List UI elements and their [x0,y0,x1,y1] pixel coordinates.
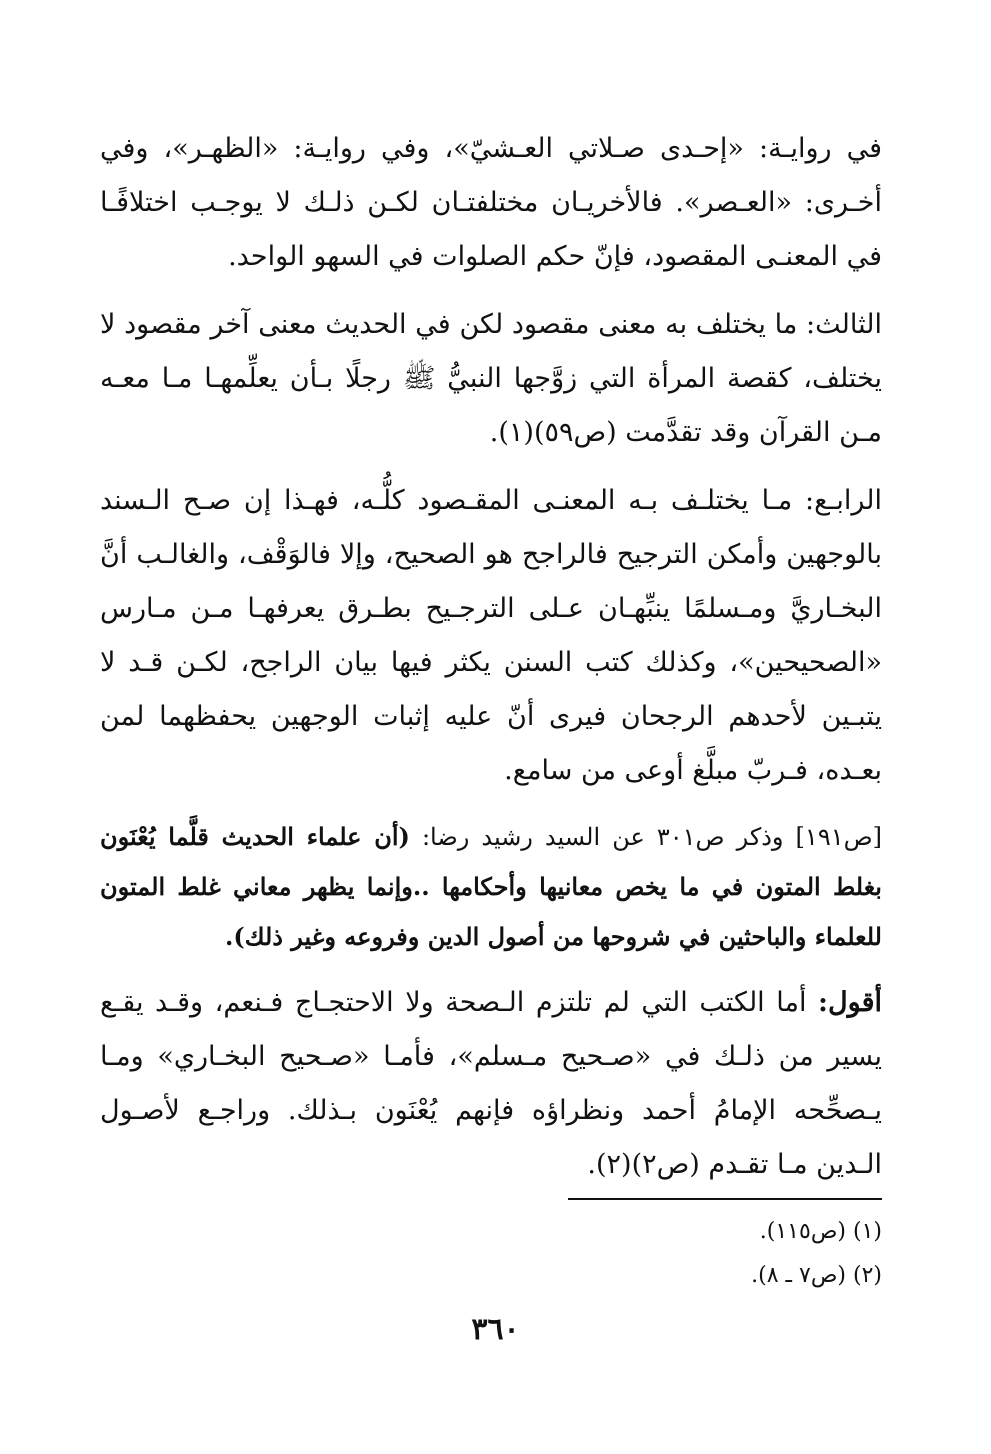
main-text [100,122,882,1192]
quote-text: (أن علماء الحديث قلَّما يُعْنَون بغلط المتون في ما يخص معانيها وأحكامها ..وإنما يظهر معاني غلط المتون للعلماء والباحثين في شروحها من أصول الدين وفروعه وغير ذلك). [100,822,882,951]
paragraph-2: الثالث: ما يختلف به معنى مقصود لكن في الحديث معنى آخر مقصود لا يختلف، كقصة المرأة التي زوَّجها النبيُّ ﷺ رجلًا بـأن يعلِّمهـا مـا معـه مـن القرآن وقد تقدَّمت (ص٥٩)(١). [100,309,882,448]
aqulu-label: أقول: [818,987,882,1018]
page-number: ٣٦٠ [471,1312,520,1347]
paragraph-1: في روايـة: «إحـدى صـلاتي العـشيّ»، وفي روايـة: «الظهـر»، وفي أخـرى: «العـصر». فالأخريـان مختلفتـان لكـن ذلـك لا يوجـب اختلافًـا في المعنـى المقصود، فإنّ حكم الصلوات في السهو الواحد. [100,133,882,272]
quote-reference: [ص١٩١] وذكر ص٣٠١ عن السيد رشيد رضا: [409,823,882,851]
footnote-2: (٢) (ص٧ ـ ٨). [751,1263,882,1288]
footnotes [100,1210,882,1298]
footnote-separator [568,1198,882,1200]
paragraph-3: الرابـع: مـا يختلـف بـه المعنـى المقـصود كلُّـه، فهـذا إن صـح الـسند بالوجهين وأمكن الترجيح فالراجح هو الصحيح، وإلا فالوَقْف، والغالـب أنَّ البخـاريَّ ومـسلمًا ينبِّهـان عـلى الترجـيح بطـرق يعرفهـا مـن مـارس «الصحيحين»، وكذلك كتب السنن يكثر فيها بيان الراجح، لكـن قـد لا يتبـين لأحدهم الرجحان فيرى أنّ عليه إثبات الوجهين يحفظهما لمن بعـده، فـربّ مبلَّغ أوعى من سامع. [100,485,882,786]
footnote-1: (١) (ص١١٥). [759,1219,882,1244]
paragraph-4-text: أما الكتب التي لم تلتزم الـصحة ولا الاحتجـاج فـنعم، وقـد يقـع يسير من ذلـك في «صـحيح مـسلم»، فأمـا «صـحيح البخـاري» ومـا يـصحِّحه الإمامُ أحمد ونظراؤه فإنهم يُعْنَون بـذلك. وراجـع لأصـول الـدين مـا تقـدم (ص٢)(٢). [100,987,882,1180]
quoted-passage [100,812,882,962]
paragraph-4 [100,976,882,1192]
